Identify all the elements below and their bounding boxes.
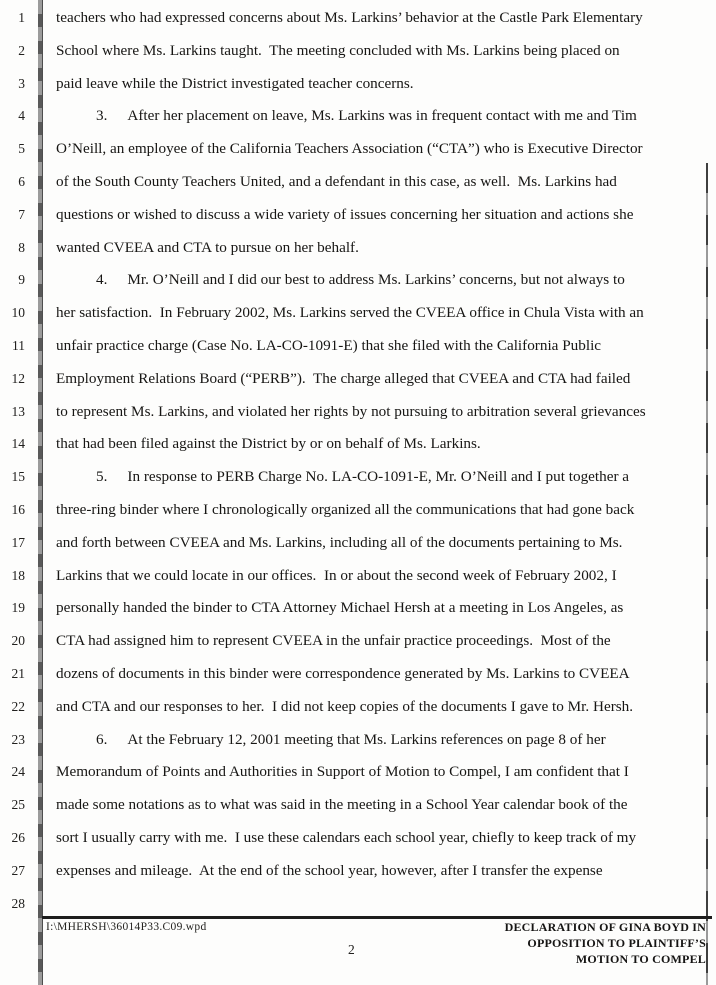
line-number: 9 <box>18 272 25 288</box>
document-text-line: dozens of documents in this binder were correspondence generated by Ms. Larkins to CVEEA <box>56 664 630 682</box>
line-number: 12 <box>11 370 25 386</box>
footer-title-line: OPPOSITION TO PLAINTIFF’S <box>527 935 706 950</box>
body-text <box>56 2 712 920</box>
line-number: 25 <box>11 797 25 813</box>
document-text-line: Employment Relations Board (“PERB”). The charge alleged that CVEEA and CTA had failed <box>56 369 631 387</box>
line-number: 23 <box>11 731 25 747</box>
document-text-line: that had been filed against the District by or on behalf of Ms. Larkins. <box>56 435 481 453</box>
document-text-line: wanted CVEEA and CTA to pursue on her behalf. <box>56 238 359 256</box>
line-number: 10 <box>11 305 25 321</box>
document-text-line: paid leave while the District investigated teacher concerns. <box>56 74 414 92</box>
line-number: 6 <box>18 173 25 189</box>
line-number: 16 <box>11 501 25 517</box>
document-text-line: her satisfaction. In February 2002, Ms. Larkins served the CVEEA office in Chula Vista with an <box>56 304 644 322</box>
document-text-line: 6. At the February 12, 2001 meeting that Ms. Larkins references on page 8 of her <box>56 724 712 757</box>
document-text-line: made some notations as to what was said in the meeting in a School Year calendar book of the <box>56 796 628 814</box>
paragraph-number: 4. <box>96 271 108 289</box>
paragraph-number: 5. <box>96 468 108 486</box>
line-number: 7 <box>18 206 25 222</box>
line-number: 27 <box>11 862 25 878</box>
line-number: 18 <box>11 567 25 583</box>
document-text-line: and forth between CVEEA and Ms. Larkins, including all of the documents pertaining to Ms. <box>56 533 623 551</box>
document-text-line: 3. After her placement on leave, Ms. Larkins was in frequent contact with me and Tim <box>56 100 712 133</box>
document-text-line: Memorandum of Points and Authorities in Support of Motion to Compel, I am confident that I <box>56 763 629 781</box>
footer-title-line: DECLARATION OF GINA BOYD IN <box>504 920 706 934</box>
line-number: 24 <box>11 764 25 780</box>
document-text-line: sort I usually carry with me. I use these calendars each school year, chiefly to keep track of my <box>56 828 637 846</box>
document-text-line: 4. Mr. O’Neill and I did our best to address Ms. Larkins’ concerns, but not always to <box>56 264 712 297</box>
line-number-column <box>0 2 25 920</box>
document-text-line: expenses and mileage. At the end of the school year, however, after I transfer the expense <box>56 861 603 879</box>
line-number: 8 <box>18 239 25 255</box>
left-margin-rule <box>38 0 43 985</box>
line-number: 1 <box>18 10 25 25</box>
document-text-line: CTA had assigned him to represent CVEEA in the unfair practice proceedings. Most of the <box>56 632 611 650</box>
line-number: 26 <box>11 829 25 845</box>
document-text-line: Larkins that we could locate in our offices. In or about the second week of February 2002, I <box>56 566 617 584</box>
footer-file-path: I:\MHERSH\36014P33.C09.wpd <box>46 921 207 933</box>
document-text-line: and CTA and our responses to her. I did not keep copies of the documents I gave to Mr. Hersh. <box>56 697 634 715</box>
line-number: 21 <box>11 665 25 681</box>
document-text-line: to represent Ms. Larkins, and violated her rights by not pursuing to arbitration several grievances <box>56 402 646 420</box>
page-number: 2 <box>348 942 355 957</box>
line-number: 5 <box>18 141 25 157</box>
line-number: 20 <box>11 633 25 649</box>
line-number: 2 <box>18 42 25 58</box>
footer-rule <box>42 916 712 919</box>
document-text-line: questions or wished to discuss a wide variety of issues concerning her situation and actions she <box>56 205 634 223</box>
line-number: 22 <box>11 698 25 714</box>
paragraph-number: 3. <box>96 107 108 125</box>
line-number: 4 <box>18 108 25 124</box>
line-number: 15 <box>11 469 25 485</box>
line-number: 28 <box>11 895 25 911</box>
document-text-line: three-ring binder where I chronologically organized all the communications that had gone back <box>56 500 635 518</box>
footer-title-line: MOTION TO COMPEL <box>575 951 706 966</box>
document-text-line: O’Neill, an employee of the California Teachers Association (“CTA”) who is Executive Director <box>56 140 643 158</box>
line-number: 3 <box>18 75 25 91</box>
document-text-line: personally handed the binder to CTA Attorney Michael Hersh at a meeting in Los Angeles, as <box>56 599 624 617</box>
line-number: 14 <box>11 436 25 452</box>
line-number: 11 <box>12 337 25 353</box>
document-text-line: 5. In response to PERB Charge No. LA-CO-1091-E, Mr. O’Neill and I put together a <box>56 461 712 494</box>
paragraph-number: 6. <box>96 730 108 748</box>
document-text-line: School where Ms. Larkins taught. The meeting concluded with Ms. Larkins being placed on <box>56 41 620 59</box>
document-text-line: teachers who had expressed concerns about Ms. Larkins’ behavior at the Castle Park Elementary <box>56 9 643 26</box>
line-number: 13 <box>11 403 25 419</box>
line-number: 17 <box>11 534 25 550</box>
document-text-line: of the South County Teachers United, and a defendant in this case, as well. Ms. Larkins had <box>56 172 617 190</box>
document-text-line: unfair practice charge (Case No. LA-CO-1091-E) that she filed with the California Public <box>56 336 602 354</box>
footer-document-title <box>505 920 706 967</box>
line-number: 19 <box>11 600 25 616</box>
